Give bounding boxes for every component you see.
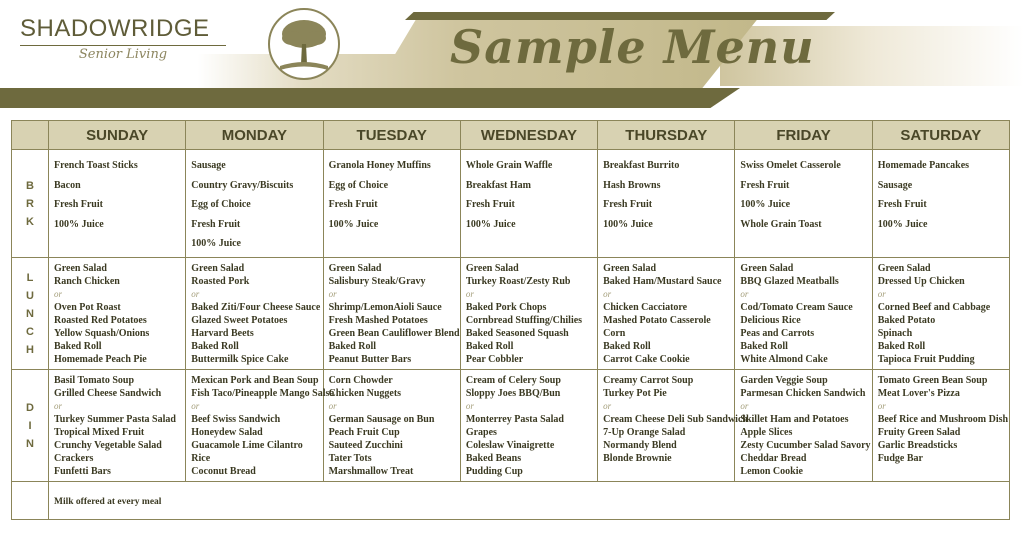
menu-item: Monterrey Pasta Salad — [465, 414, 564, 425]
menu-item: Guacamole Lime Cilantro — [191, 440, 303, 451]
menu-item: Salisbury Steak/Gravy — [328, 276, 426, 287]
or-divider: or — [465, 401, 474, 411]
menu-item: Turkey Summer Pasta Salad — [54, 414, 176, 425]
menu-item: Grapes — [465, 427, 497, 438]
menu-item: Baked Beans — [465, 453, 522, 464]
menu-item: Cream Cheese Deli Sub Sandwich — [603, 414, 748, 425]
lunch-cell — [735, 258, 872, 370]
menu-item: French Toast Sticks — [54, 160, 138, 171]
menu-item: Funfetti Bars — [54, 466, 111, 477]
menu-item: German Sausage on Bun — [328, 414, 435, 425]
meal-letter: K — [26, 215, 34, 228]
menu-item: Tropical Mixed Fruit — [54, 427, 145, 438]
menu-item: Baked Ziti/Four Cheese Sauce — [191, 302, 321, 313]
or-divider: or — [877, 289, 886, 299]
or-divider: or — [740, 289, 749, 299]
days-header-row — [12, 121, 1010, 150]
menu-item: BBQ Glazed Meatballs — [740, 276, 839, 287]
menu-item: Fresh Mashed Potatoes — [328, 315, 428, 326]
menu-item: Garden Veggie Soup — [740, 375, 828, 386]
meal-letter: N — [26, 307, 34, 320]
menu-item: Tater Tots — [328, 453, 372, 464]
menu-item: Sloppy Joes BBQ/Bun — [465, 388, 561, 399]
lunch-cell — [598, 258, 735, 370]
menu-item: 100% Juice — [54, 218, 104, 230]
menu-item: Pudding Cup — [465, 466, 523, 477]
menu-item: Fish Taco/Pineapple Mango Salsa — [191, 388, 335, 399]
footer-row — [12, 482, 1010, 520]
menu-item: Hash Browns — [603, 179, 661, 191]
menu-item: Fruity Green Salad — [877, 427, 961, 438]
day-header: SUNDAY — [49, 121, 186, 150]
day-header: WEDNESDAY — [460, 121, 597, 150]
lunch-cell — [872, 258, 1009, 370]
brand-tagline: Senior Living — [78, 47, 168, 62]
meal-letter: H — [26, 343, 34, 356]
menu-item: Spinach — [877, 328, 913, 339]
menu-item: Glazed Sweet Potatoes — [191, 315, 288, 326]
menu-item: Grilled Cheese Sandwich — [54, 388, 162, 399]
day-header: FRIDAY — [735, 121, 872, 150]
menu-item: Baked Roll — [54, 341, 102, 352]
menu-item: Whole Grain Waffle — [465, 160, 553, 171]
lunch-cell — [460, 258, 597, 370]
menu-item: Delicious Rice — [740, 315, 801, 326]
menu-item: Fresh Fruit — [465, 199, 515, 211]
menu-item: Fresh Fruit — [740, 179, 790, 191]
meal-letter: U — [26, 289, 34, 302]
menu-item: Honeydew Salad — [191, 427, 263, 438]
menu-item: Skillet Ham and Potatoes — [740, 414, 849, 425]
day-header: THURSDAY — [598, 121, 735, 150]
menu-item: Garlic Breadsticks — [877, 440, 958, 451]
menu-item: Beef Rice and Mushroom Dish — [877, 414, 1009, 425]
dinner-label — [12, 370, 49, 482]
dinner-cell — [186, 370, 335, 482]
menu-item: Peach Fruit Cup — [328, 427, 400, 438]
menu-item: Parmesan Chicken Sandwich — [740, 388, 866, 399]
brand-name: SHADOWRIDGE — [20, 15, 210, 42]
menu-item: Green Salad — [877, 263, 931, 274]
menu-item: Baked Potato — [877, 315, 936, 326]
breakfast-cell — [598, 150, 735, 258]
lunch-row — [12, 258, 1010, 370]
menu-item: Breakfast Burrito — [603, 160, 680, 171]
dinner-cell — [598, 370, 748, 482]
menu-item: Whole Grain Toast — [740, 218, 822, 230]
menu-item: Fresh Fruit — [191, 218, 241, 230]
dinner-cell — [49, 370, 186, 482]
dinner-cell — [323, 370, 460, 482]
menu-item: Yellow Squash/Onions — [54, 328, 150, 339]
breakfast-cell — [872, 150, 1009, 258]
menu-item: Egg of Choice — [328, 179, 389, 191]
day-header: TUESDAY — [323, 121, 460, 150]
breakfast-cell — [735, 150, 872, 258]
menu-item: Baked Roll — [328, 341, 377, 352]
menu-item: Sausage — [191, 160, 226, 171]
breakfast-row — [12, 150, 1010, 258]
menu-item: Lemon Cookie — [740, 466, 803, 477]
or-divider: or — [328, 401, 337, 411]
breakfast-cell — [186, 150, 323, 258]
menu-item: Shrimp/LemonAioli Sauce — [328, 302, 442, 313]
tree-icon — [266, 6, 342, 82]
menu-item: Homemade Peach Pie — [54, 354, 147, 365]
menu-item: White Almond Cake — [740, 354, 828, 365]
day-header: SATURDAY — [872, 121, 1009, 150]
menu-item: Roasted Pork — [191, 276, 250, 287]
meal-letter: C — [26, 325, 34, 338]
menu-item: Green Salad — [740, 263, 794, 274]
day-header: MONDAY — [186, 121, 323, 150]
menu-item: Baked Roll — [191, 341, 239, 352]
menu-item: Zesty Cucumber Salad Savory — [740, 440, 871, 451]
menu-item: Oven Pot Roast — [54, 302, 121, 313]
menu-item: Green Salad — [54, 263, 107, 274]
menu-item: Bacon — [54, 179, 81, 191]
breakfast-cell — [323, 150, 460, 258]
menu-item: Peas and Carrots — [740, 328, 815, 339]
lunch-label — [12, 258, 49, 370]
menu-item: Fresh Fruit — [328, 199, 378, 211]
menu-item: 100% Juice — [465, 218, 516, 230]
menu-item: Blonde Brownie — [603, 453, 672, 464]
menu-item: Baked Roll — [603, 341, 651, 352]
menu-item: 100% Juice — [328, 218, 379, 230]
or-divider: or — [740, 401, 749, 411]
menu-item: Baked Ham/Mustard Sauce — [603, 276, 722, 287]
menu-item: Homemade Pancakes — [877, 160, 970, 171]
or-divider: or — [191, 401, 200, 411]
menu-item: Country Gravy/Biscuits — [191, 179, 294, 191]
menu-item: Fudge Bar — [877, 453, 923, 464]
menu-item: Rice — [191, 453, 211, 464]
menu-item: Turkey Pot Pie — [603, 388, 667, 399]
menu-item: Crackers — [54, 453, 94, 464]
page-title: Sample Menu — [450, 20, 815, 74]
breakfast-label — [12, 150, 49, 258]
menu-item: Cod/Tomato Cream Sauce — [740, 302, 853, 313]
menu-item: Sausage — [877, 179, 913, 191]
menu-item: Apple Slices — [740, 427, 793, 438]
menu-item: Corn — [603, 328, 626, 339]
menu-item: Swiss Omelet Casserole — [740, 160, 841, 171]
menu-item: Roasted Red Potatoes — [54, 315, 147, 326]
menu-item: Mexican Pork and Bean Soup — [191, 375, 319, 386]
breakfast-cell — [460, 150, 597, 258]
or-divider: or — [603, 401, 612, 411]
or-divider: or — [603, 289, 612, 299]
menu-item: Normandy Blend — [603, 440, 677, 451]
menu-item: Sauteed Zucchini — [328, 440, 403, 451]
meal-letter: D — [26, 401, 34, 414]
header — [0, 0, 1024, 112]
menu-item: Cornbread Stuffing/Chilies — [465, 315, 583, 326]
menu-item: Tomato Green Bean Soup — [877, 375, 988, 386]
or-divider: or — [877, 401, 886, 411]
menu-item: Pear Cobbler — [465, 354, 524, 365]
menu-item: Fresh Fruit — [877, 199, 927, 211]
menu-item: Dressed Up Chicken — [877, 276, 965, 287]
brand-logo — [20, 15, 230, 62]
or-divider: or — [191, 289, 200, 299]
menu-item: Harvard Beets — [191, 328, 254, 339]
meal-letter: R — [26, 197, 34, 210]
header-stripe — [405, 12, 835, 20]
header-band-dark — [0, 88, 740, 108]
menu-item: Green Salad — [328, 263, 382, 274]
menu-item: Baked Seasoned Squash — [465, 328, 569, 339]
menu-item: Green Salad — [465, 263, 519, 274]
menu-item: 100% Juice — [191, 238, 241, 250]
menu-item: Coleslaw Vinaigrette — [465, 440, 555, 451]
footer-label — [12, 482, 49, 520]
menu-item: Cheddar Bread — [740, 453, 807, 464]
menu-item: Mashed Potato Casserole — [603, 315, 711, 326]
menu-item: Basil Tomato Soup — [54, 375, 135, 386]
menu-item: Baked Roll — [877, 341, 926, 352]
or-divider: or — [54, 401, 63, 411]
header-corner — [12, 121, 49, 150]
menu-item: Beef Swiss Sandwich — [191, 414, 281, 425]
menu-item: Turkey Roast/Zesty Rub — [465, 276, 571, 287]
or-divider: or — [465, 289, 474, 299]
menu-item: 100% Juice — [877, 218, 928, 230]
menu-item: Crunchy Vegetable Salad — [54, 440, 162, 451]
or-divider: or — [54, 289, 63, 299]
menu-item: Tapioca Fruit Pudding — [877, 354, 975, 365]
breakfast-cell — [49, 150, 186, 258]
lunch-cell — [323, 258, 460, 370]
menu-item: Green Salad — [191, 263, 245, 274]
menu-item: Baked Pork Chops — [465, 302, 547, 313]
menu-item: Green Salad — [603, 263, 657, 274]
menu-item: Green Bean Cauliflower Blend — [328, 328, 460, 339]
brand-divider — [20, 45, 226, 46]
lunch-cell — [49, 258, 186, 370]
menu-item: 100% Juice — [740, 199, 791, 211]
lunch-cell — [186, 258, 323, 370]
menu-item: Coconut Bread — [191, 466, 256, 477]
menu-item: Ranch Chicken — [54, 276, 120, 287]
menu-item: Baked Roll — [465, 341, 514, 352]
meal-letter: L — [26, 271, 34, 284]
menu-item: Fresh Fruit — [603, 199, 653, 211]
menu-item: 7-Up Orange Salad — [603, 427, 686, 438]
menu-item: Fresh Fruit — [54, 199, 103, 211]
dinner-cell — [872, 370, 1009, 482]
menu-item: Breakfast Ham — [465, 179, 531, 191]
menu-item: Meat Lover's Pizza — [877, 388, 960, 399]
menu-item: Creamy Carrot Soup — [603, 375, 694, 386]
menu-item: Corned Beef and Cabbage — [877, 302, 991, 313]
or-divider: or — [328, 289, 337, 299]
dinner-row — [12, 370, 1010, 482]
menu-item: Corn Chowder — [328, 375, 393, 386]
dinner-cell — [460, 370, 597, 482]
menu-item: Egg of Choice — [191, 199, 251, 211]
meal-letter: I — [28, 419, 32, 432]
dinner-cell — [735, 370, 872, 482]
menu-item: Peanut Butter Bars — [328, 354, 412, 365]
menu-item: Chicken Nuggets — [328, 388, 402, 399]
menu-table — [11, 120, 1010, 520]
meal-letter: N — [26, 437, 34, 450]
meal-letter: B — [26, 179, 34, 192]
milk-note: Milk offered at every meal — [54, 497, 162, 507]
menu-item: Cream of Celery Soup — [465, 375, 561, 386]
menu-item: Granola Honey Muffins — [328, 160, 431, 171]
menu-item: 100% Juice — [603, 218, 653, 230]
menu-item: Marshmallow Treat — [328, 466, 414, 477]
menu-item: Buttermilk Spice Cake — [191, 354, 289, 365]
menu-item: Chicken Cacciatore — [603, 302, 688, 313]
menu-item: Baked Roll — [740, 341, 788, 352]
menu-item: Carrot Cake Cookie — [603, 354, 690, 365]
